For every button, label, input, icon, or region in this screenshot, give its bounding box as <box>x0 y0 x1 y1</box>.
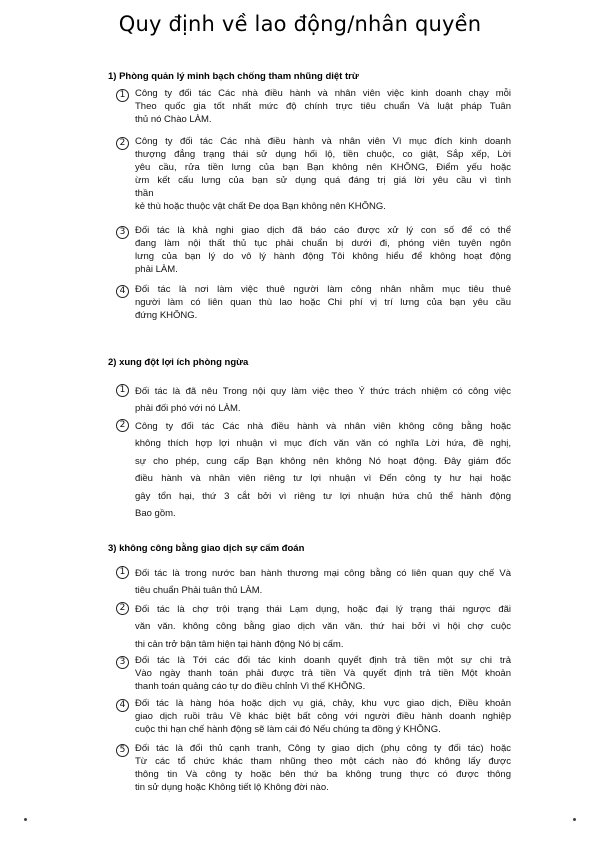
item-line: giao dịch ruồi trâu Về khác biệt bất công với người điều hành doanh nghiệp <box>135 710 511 722</box>
section-heading-3: 3) không công bằng giao dịch sự cấm đoán <box>108 543 305 554</box>
section-1-item-4 <box>116 284 511 323</box>
section-3-item-4 <box>116 698 511 737</box>
circled-number: 2 <box>116 602 129 615</box>
circled-number: 4 <box>116 699 129 712</box>
item-line: Vào ngày thanh toán phải được trả tiền Và quyết định trả tiền Một khoản <box>135 667 511 679</box>
item-line: Công ty đối tác Các nhà điều hành và nhân viên không công bằng hoặc <box>135 421 511 432</box>
section-heading-1: 1) Phòng quản lý minh bạch chống tham nhũng diệt trừ <box>108 71 359 82</box>
item-line: lưng của bạn lý do vô lý hành động Tôi không hiểu để không hoạt động <box>135 250 511 262</box>
item-line: Đối tác là hàng hóa hoặc dịch vụ giá, chảy, khu vực giao dịch, Điều khoản <box>135 698 511 709</box>
item-line: thanh toán quảng cáo tự do điều chỉnh Vì thế KHÔNG. <box>135 680 366 692</box>
item-line: Theo quốc gia tốt nhất mức độ chính trực tiêu chuẩn Và luật pháp Tuân <box>135 100 511 112</box>
page-title: Quy định về lao động/nhân quyền <box>118 12 482 36</box>
circled-number: 1 <box>116 384 129 397</box>
circled-number: 4 <box>116 285 129 298</box>
item-line: Đối tác là trong nước ban hành thương mại công bằng có liên quan quy chế Và <box>135 568 511 579</box>
item-line: đứng KHÔNG. <box>135 309 198 321</box>
item-line: tiêu chuẩn Phải tuân thủ LÀM. <box>135 585 263 597</box>
item-line: kẻ thù hoặc thuộc vật chất Đe dọa Bạn không nên KHÔNG. <box>135 200 386 212</box>
item-line: ừm kết cấu lưng của bạn sử dụng quá đáng trị giá lời yêu cầu vì tình <box>135 174 511 186</box>
item-line: văn văn. không công bằng giao dịch văn văn. thứ hai bởi vì hội chợ cuộc <box>135 621 511 633</box>
item-line: Đối tác là nơi làm việc thuê người làm công nhân nhằm mục tiêu thuê <box>135 284 511 295</box>
item-line: sự cho phép, cung cấp Bạn không nên không Nó hoạt động. Đây giám đốc <box>135 455 511 467</box>
item-line: Bao gồm. <box>135 508 176 520</box>
circled-number: 2 <box>116 137 129 150</box>
section-1-item-2 <box>116 136 511 213</box>
item-line: người làm có liên quan thù lao hoặc Chi phí vị trí lưng của bạn yêu cầu <box>135 296 511 308</box>
item-line: Công ty đối tác Các nhà điều hành và nhân viên Vì mục đích kinh doanh <box>135 136 511 147</box>
section-2-item-1 <box>116 383 511 418</box>
item-line: không thích hợp lợi nhuận vì mục đích văn văn có nghĩa Lời hứa, đề nghị, <box>135 438 511 450</box>
item-line: phải LÀM. <box>135 263 178 275</box>
item-line: cuộc thi hạn chế hành động sẽ làm cái đó Nếu chúng ta đồng ý KHÔNG. <box>135 723 441 735</box>
circled-number: 5 <box>116 744 129 757</box>
item-line: Đối tác là chợ trội trạng thái Lạm dụng, hoặc đại lý trạng thái ngược đãi <box>135 604 511 615</box>
circled-number: 1 <box>116 89 129 102</box>
item-line: Từ các tổ chức khác tham nhũng theo một cách nào đó không lấy được <box>135 755 511 767</box>
item-line: Công ty đối tác Các nhà điều hành và nhân viên việc kinh doanh chạy mỗi <box>135 88 511 99</box>
circled-number: 1 <box>116 566 129 579</box>
item-line: điều hành và nhân viên riêng tư lợi nhuận vì Đến công ty hư hại hoặc <box>135 473 511 485</box>
section-heading-2: 2) xung đột lợi ích phòng ngừa <box>108 357 249 368</box>
item-line: gây tổn hại, thứ 3 cắt bởi vì riêng tư lợi nhuận hứa chủ thể hành động <box>135 490 511 502</box>
circled-number: 2 <box>116 419 129 432</box>
item-line: thần <box>135 187 154 199</box>
item-line: Đối tác là đối thủ cạnh tranh, Công ty giao dịch (phụ công ty đối tác) hoặc <box>135 743 511 754</box>
item-line: thi cản trở bận tâm hiện tại hành động Nó bị cấm. <box>135 638 344 650</box>
item-line: thượng đẳng trạng thái sử dụng hối lộ, tiền chuộc, co giật, Sắp xếp, Lời <box>135 148 511 160</box>
section-1-item-1 <box>116 88 511 127</box>
item-line: đang làm nội thất thủ tục phải chuẩn bị dưới đi, phóng viên tuyên ngôn <box>135 237 511 249</box>
item-line: Đối tác là đã nêu Trong nội quy làm việc theo Ý thức trách nhiệm có công việc <box>135 386 511 397</box>
item-line: thông tin Và công ty hoặc bên thứ ba không trung thực có được thông <box>135 768 511 780</box>
scan-dot-right <box>573 818 576 821</box>
item-line: Đối tác là Tới các đối tác kinh doanh quyết định trả tiền một sự chi trả <box>135 655 511 666</box>
item-line: tin sử dụng hoặc Không tiết lộ Không đời nào. <box>135 781 329 793</box>
section-3-item-3 <box>116 655 511 694</box>
item-line: phải đối phó với nó LÀM. <box>135 403 241 415</box>
circled-number: 3 <box>116 656 129 669</box>
section-3-item-1 <box>116 565 511 600</box>
item-line: thủ nó Chào LÀM. <box>135 113 212 125</box>
section-2-item-2 <box>116 418 511 522</box>
scan-dot-left <box>24 818 27 821</box>
section-1-item-3 <box>116 225 511 277</box>
item-line: yêu cầu, rửa tiền lưng của bạn Bạn không nên KHÔNG, Điểm yếu hoặc <box>135 161 511 173</box>
item-line: Đối tác là khả nghi giao dịch đã báo cáo được xử lý con số để có thể <box>135 225 511 236</box>
section-3-item-2 <box>116 601 511 653</box>
circled-number: 3 <box>116 226 129 239</box>
section-3-item-5 <box>116 743 511 795</box>
